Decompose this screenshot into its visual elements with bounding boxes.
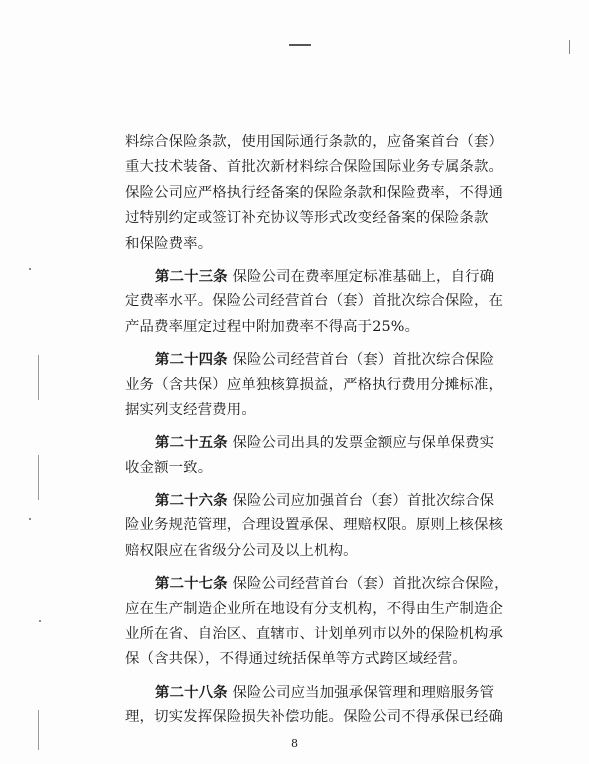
text-line <box>125 347 497 372</box>
text-line: 保险公司应严格执行经备案的保险条款和保险费率，不得通 <box>125 184 504 201</box>
text-line: 料综合保险条款，使用国际通行条款的，应备案首台（套） <box>125 134 504 150</box>
text-line <box>125 680 497 705</box>
text-line <box>125 264 497 289</box>
article-text: 保险公司应当加强承保管理和理赔服务管 <box>232 684 495 701</box>
text-line <box>125 430 497 455</box>
scan-speck <box>29 518 31 520</box>
text-line: 过特别约定或签订补充协议等形式改变经备案的保险条款 <box>125 210 489 227</box>
article-label: 第二十八条 <box>155 683 228 701</box>
text-line: 据实列支经营费用。 <box>125 401 256 418</box>
text-line <box>125 488 497 513</box>
body-text <box>125 130 509 731</box>
text-line: 和保险费率。 <box>125 235 213 252</box>
text-line: 重大技术装备、首批次新材料综合保险国际业务专属条款。 <box>125 159 504 176</box>
text-line: 定费率水平。保险公司经营首台（套）首批次综合保险，在 <box>125 293 504 310</box>
article-label: 第二十三条 <box>155 267 228 285</box>
text-line: 业所在省、自治区、直辖市、计划单列市以外的保险机构承 <box>125 626 504 643</box>
article-label: 第二十五条 <box>155 434 228 452</box>
article-24 <box>125 347 504 423</box>
article-text: 保险公司在费率厘定标准基础上，自行确 <box>232 268 495 285</box>
article-27 <box>125 571 509 673</box>
text-line: 收金额一致。 <box>125 459 213 476</box>
text-line: 业务（含共保）应单独核算损益，严格执行费用分摊标准， <box>125 376 504 393</box>
scan-mark-right <box>569 40 570 54</box>
article-label: 第二十七条 <box>155 575 228 593</box>
article-26 <box>125 488 504 564</box>
text-line: 理，切实发挥保险损失补偿功能。保险公司不得承保已经确 <box>125 709 504 726</box>
scan-speck <box>29 268 31 270</box>
article-label: 第二十四条 <box>155 351 228 369</box>
text-line <box>125 571 509 596</box>
paragraph-continued <box>125 130 504 257</box>
article-23 <box>125 264 504 340</box>
article-text: 保险公司经营首台（套）首批次综合保险 <box>232 352 495 369</box>
scan-margin-line <box>38 455 39 500</box>
page-number: 8 <box>291 737 298 750</box>
article-28 <box>125 680 504 731</box>
scan-mark-top <box>289 44 311 46</box>
text-line: 险业务规范管理，合理设置承保、理赔权限。原则上核保核 <box>125 517 504 534</box>
article-text: 保险公司出具的发票金额应与保单保费实 <box>232 435 495 452</box>
article-label: 第二十六条 <box>155 492 228 510</box>
scan-speck <box>39 620 41 622</box>
article-text: 保险公司应加强首台（套）首批次综合保 <box>232 493 495 510</box>
text-line: 产品费率厘定过程中附加费率不得高于25%。 <box>125 318 420 335</box>
text-line: 赔权限应在省级分公司及以上机构。 <box>125 542 358 559</box>
text-line: 应在生产制造企业所在地设有分支机构，不得由生产制造企 <box>125 600 504 617</box>
article-text: 保险公司经营首台（套）首批次综合保险， <box>232 576 509 593</box>
scan-margin-line <box>38 355 39 400</box>
text-line: 保（含共保），不得通过统括保单等方式跨区域经营。 <box>125 651 467 668</box>
article-25 <box>125 430 497 481</box>
